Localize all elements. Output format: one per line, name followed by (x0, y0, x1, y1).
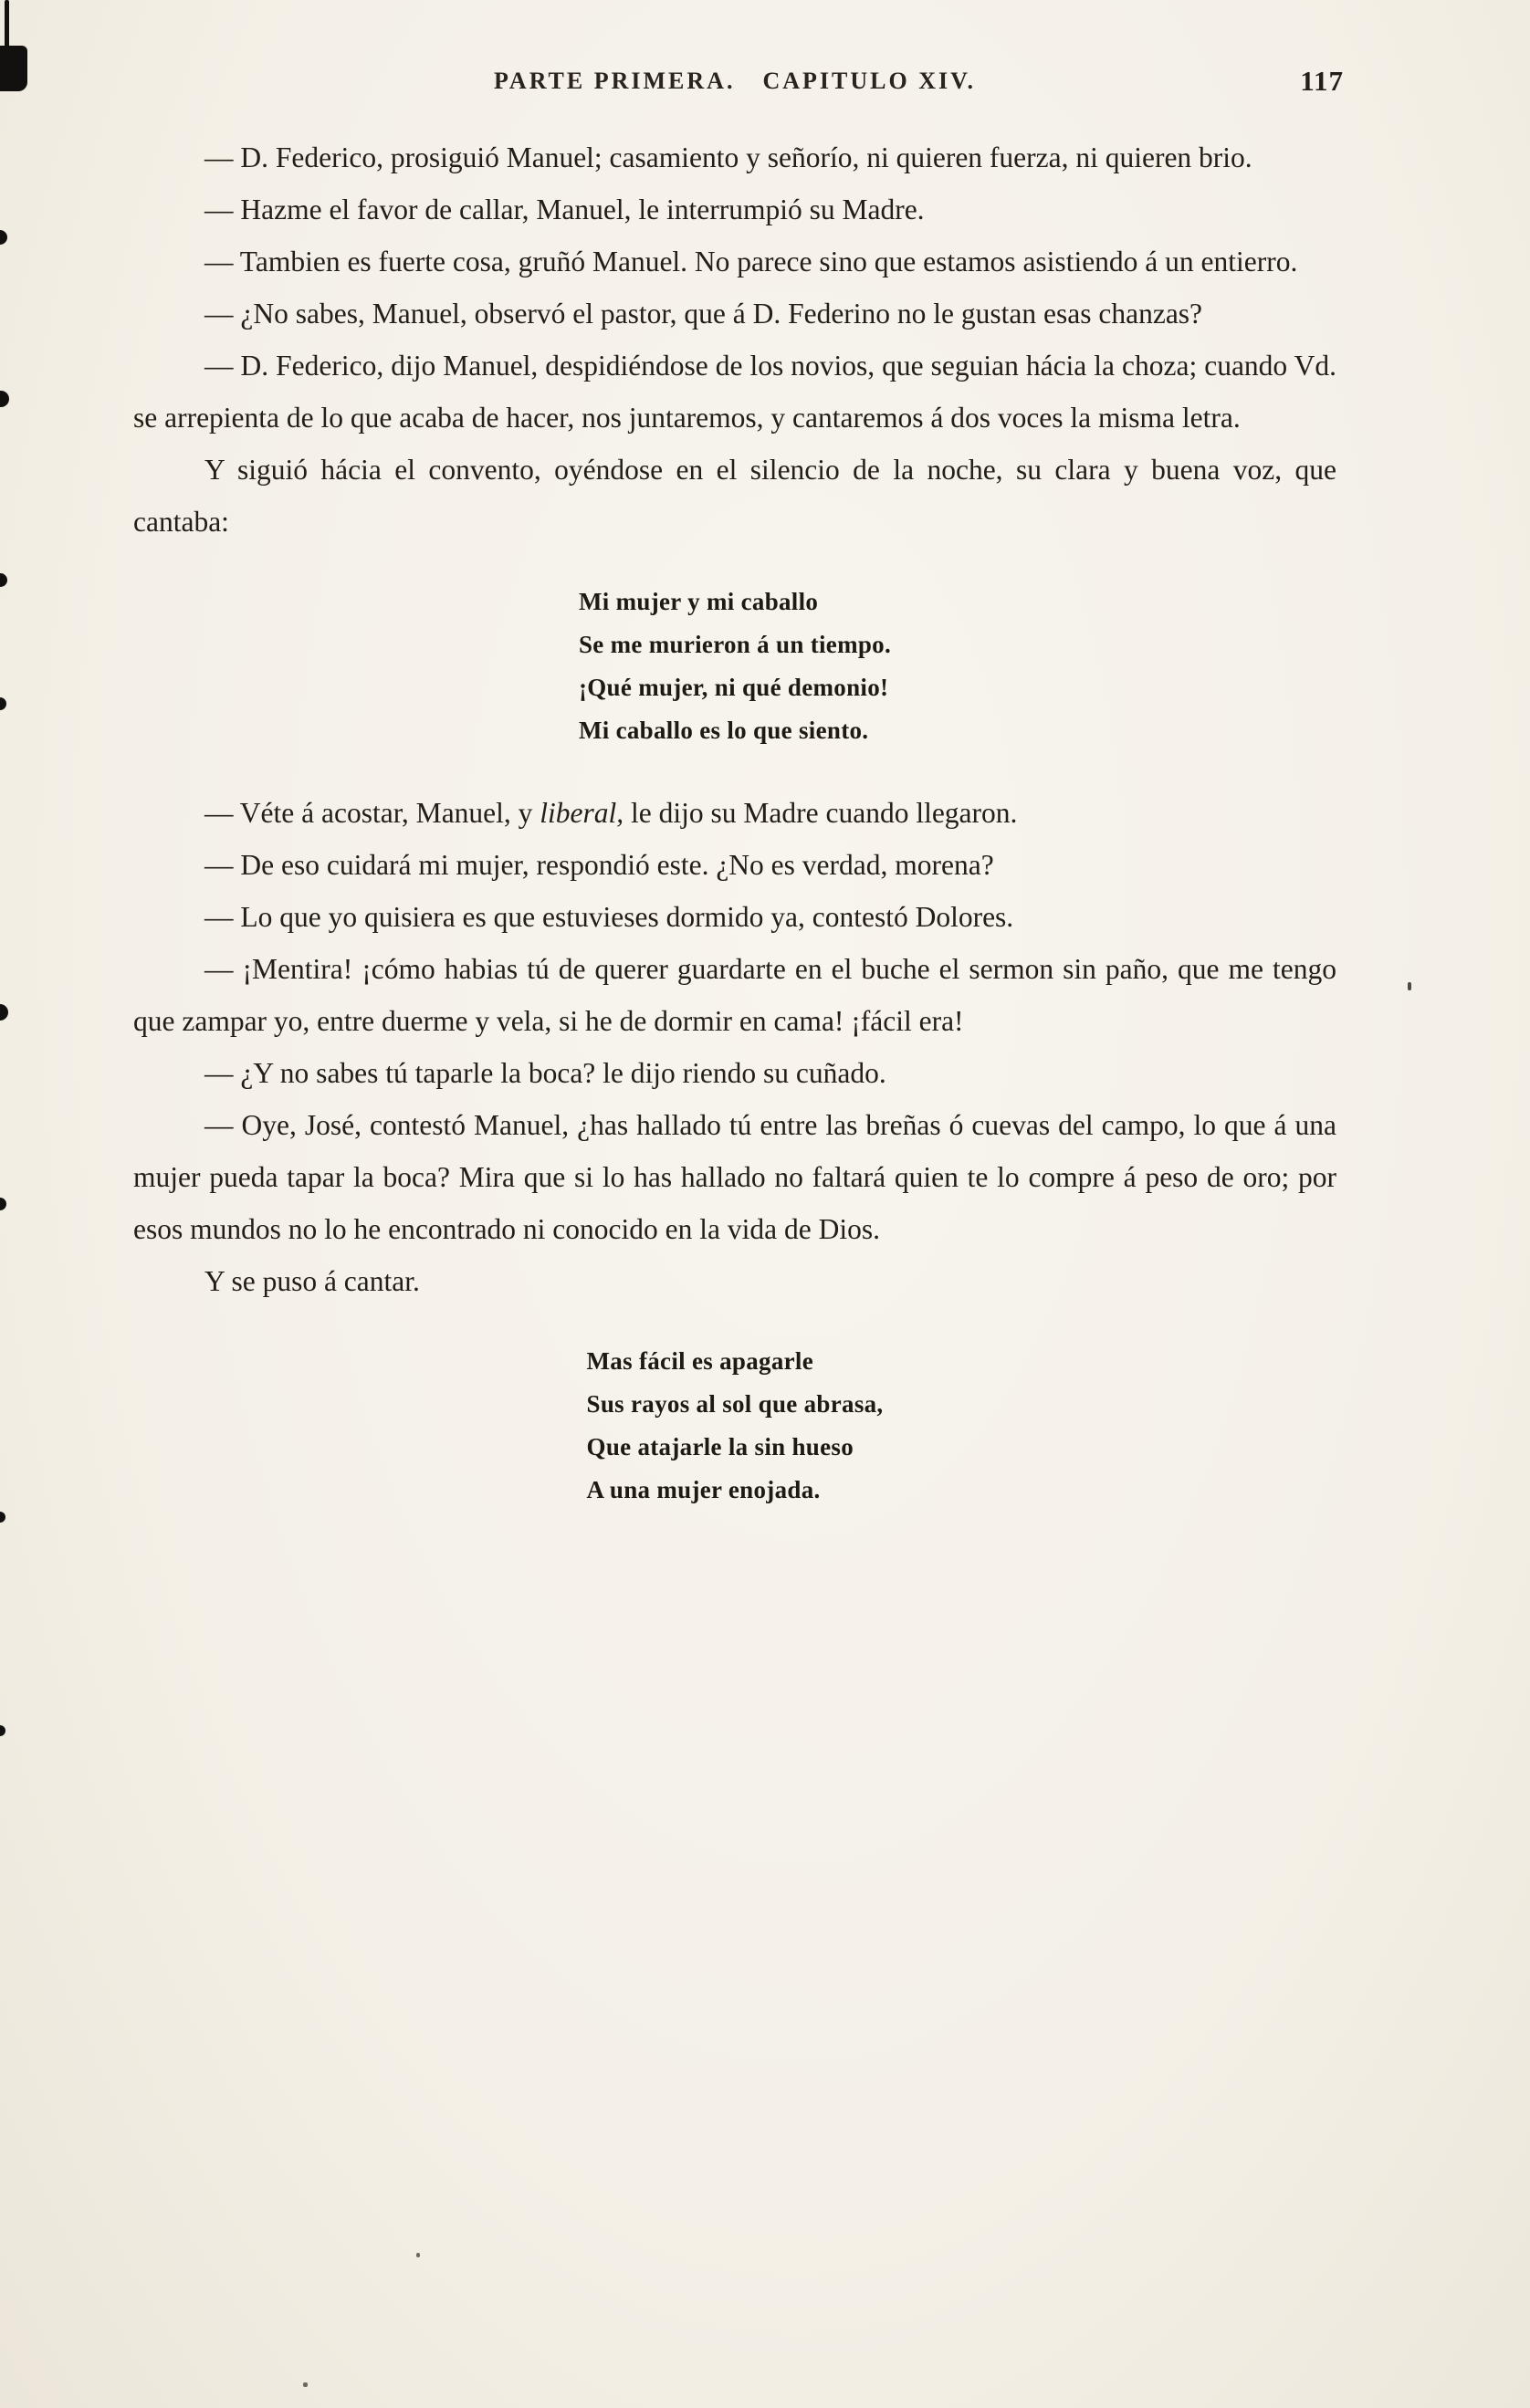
paragraph-italic-word: liberal, (540, 797, 624, 829)
paragraph-segment: — Véte á acostar, Manuel, y (204, 797, 540, 829)
paragraph: — D. Federico, prosiguió Manuel; casamiento y señorío, ni quieren fuerza, ni quieren brio. (204, 141, 1252, 173)
scan-artifact (303, 2382, 308, 2387)
verse-stanza-2 (587, 1340, 884, 1512)
verse-line: Mi mujer y mi caballo (578, 588, 819, 615)
scan-artifact (416, 2253, 420, 2257)
running-title (133, 68, 1336, 95)
paragraph: Y se puso á cantar. (204, 1265, 420, 1297)
page-header (133, 65, 1344, 108)
paragraph-segment: le dijo su Madre cuando llegaron. (624, 797, 1018, 829)
scan-artifact (5, 0, 9, 51)
paragraph: — Lo que yo quisiera es que estuvieses dormido ya, contestó Dolores. (204, 901, 1014, 933)
paragraph: — Hazme el favor de callar, Manuel, le interrumpió su Madre. (204, 194, 925, 225)
paragraph: Y siguió hácia el convento, oyéndose en el silencio de la noche, su clara y buena voz, que cantaba: (133, 454, 1336, 538)
paragraph: — ¿No sabes, Manuel, observó el pastor, que á D. Federino no le gustan esas chanzas? (204, 298, 1203, 330)
verse-line: A una mujer enojada. (586, 1476, 821, 1503)
verse-line: ¡Qué mujer, ni qué demonio! (578, 674, 889, 701)
verse-stanza-1 (579, 581, 891, 752)
paragraph: — ¿Y no sabes tú taparle la boca? le dijo riendo su cuñado. (204, 1057, 886, 1089)
paragraph: — Tambien es fuerte cosa, gruñó Manuel. No parece sino que estamos asistiendo á un entierro. (204, 246, 1298, 277)
scan-artifact (0, 46, 27, 91)
verse-line: Se me murieron á un tiempo. (578, 631, 892, 658)
paragraph: — ¡Mentira! ¡cómo habias tú de querer guardarte en el buche el sermon sin paño, que me tengo que zampar yo, entre duerme y vela, si he de dormir en cama! ¡fácil era! (133, 953, 1336, 1037)
page-body (133, 131, 1336, 1512)
paragraph: — De eso cuidará mi mujer, respondió este. ¿No es verdad, morena? (204, 849, 994, 881)
paragraph (133, 787, 1336, 839)
scan-artifact (1408, 982, 1411, 990)
verse-line: Mas fácil es apagarle (586, 1347, 814, 1375)
page-number: 117 (1300, 65, 1344, 97)
verse-line: Que atajarle la sin hueso (586, 1433, 854, 1461)
paragraph: — D. Federico, dijo Manuel, despidiéndose de los novios, que seguian hácia la choza; cuando Vd. se arrepienta de lo que acaba de hacer, nos juntaremos, y cantaremos á dos voces la misma letra. (133, 350, 1336, 434)
running-title-section: PARTE PRIMERA. (493, 68, 736, 94)
verse-line: Mi caballo es lo que siento. (578, 717, 869, 744)
verse-line: Sus rayos al sol que abrasa, (586, 1390, 884, 1418)
running-title-chapter: CAPITULO XIV. (762, 68, 977, 94)
paragraph: — Oye, José, contestó Manuel, ¿has hallado tú entre las breñas ó cuevas del campo, lo que á una mujer pueda tapar la boca? Mira que si lo has hallado no faltará quien te lo compre á peso de oro; por esos mundos no lo he encontrado ni conocido en la vida de Dios. (133, 1109, 1336, 1245)
